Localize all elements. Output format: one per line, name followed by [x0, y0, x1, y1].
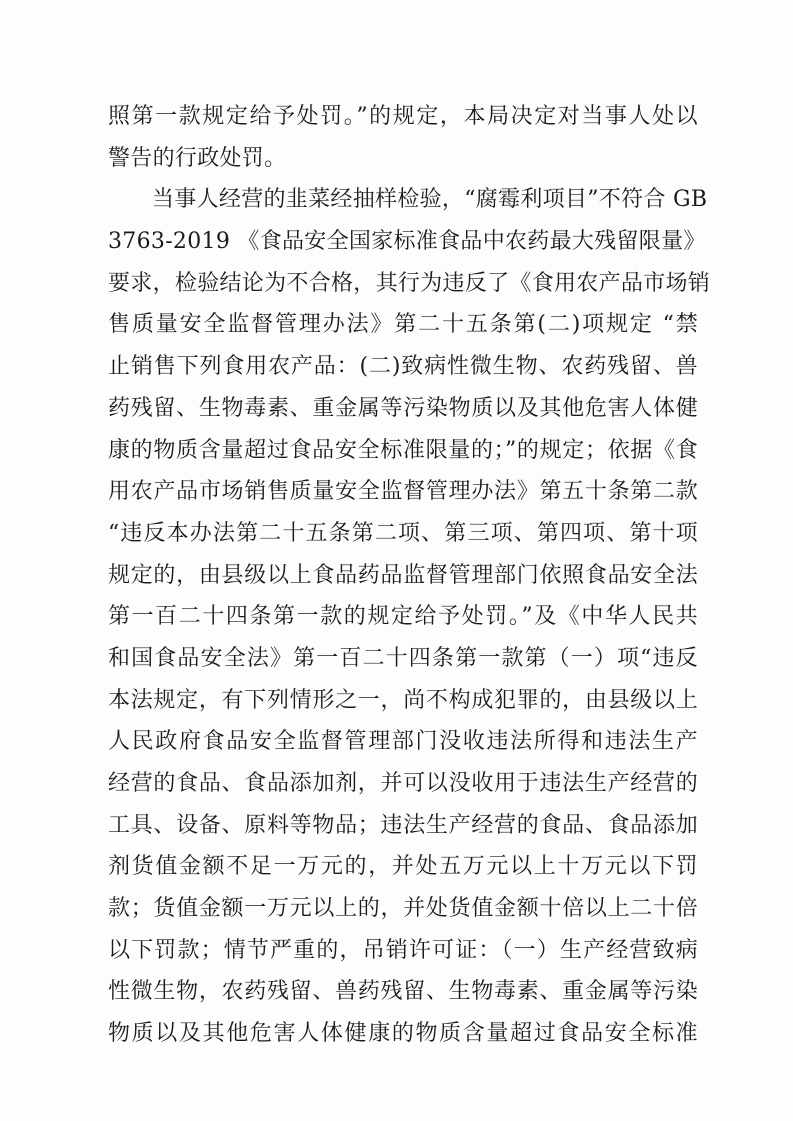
text-line: 止销售下列食用农产品：(二)致病性微生物、农药残留、兽 — [108, 354, 698, 380]
text-line: 药残留、生物毒素、重金属等污染物质以及其他危害人体健 — [108, 395, 698, 421]
text-line: 工具、设备、原料等物品；违法生产经营的食品、食品添加 — [108, 812, 698, 838]
paragraph-first-line: 当事人经营的韭菜经抽样检验，“腐霉利项目”不符合 GB — [152, 187, 708, 213]
text-line: 第一百二十四条第一款的规定给予处罚。”及《中华人民共 — [108, 604, 698, 630]
document-body — [108, 96, 711, 1055]
text-line: 康的物质含量超过食品安全标准限量的；”的规定；依据《食 — [108, 437, 698, 463]
text-line: 人民政府食品安全监督管理部门没收违法所得和违法生产 — [108, 729, 698, 755]
text-line: 用农产品市场销售质量安全监督管理办法》第五十条第二款 — [108, 479, 698, 505]
text-line: 经营的食品、食品添加剂，并可以没收用于违法生产经营的 — [108, 771, 698, 796]
text-line: 以下罚款；情节严重的，吊销许可证：（一）生产经营致病 — [108, 937, 698, 963]
text-line: 款；货值金额一万元以上的，并处货值金额十倍以上二十倍 — [108, 896, 698, 922]
text-line: 和国食品安全法》第一百二十四条第一款第（一）项“违反 — [108, 645, 698, 671]
text-line: 剂货值金额不足一万元的，并处五万元以上十万元以下罚 — [108, 854, 698, 880]
text-line: 规定的，由县级以上食品药品监督管理部门依照食品安全法 — [108, 562, 698, 588]
text-line: 本法规定，有下列情形之一，尚不构成犯罪的，由县级以上 — [108, 687, 698, 713]
text-line: 性微生物，农药残留、兽药残留、生物毒素、重金属等污染 — [108, 979, 698, 1005]
text-line: 照第一款规定给予处罚。”的规定，本局决定对当事人处以 — [108, 104, 698, 129]
text-line: 3763-2019 《食品安全国家标准食品中农药最大残留限量》 — [108, 229, 706, 255]
text-line: 警告的行政处罚。 — [108, 145, 287, 171]
text-line: 物质以及其他危害人体健康的物质含量超过食品安全标准 — [108, 1021, 698, 1047]
text-line: “违反本办法第二十五条第二项、第三项、第四项、第十项 — [108, 520, 698, 546]
text-line: 售质量安全监督管理办法》第二十五条第(二)项规定 “禁 — [108, 312, 698, 338]
text-line: 要求，检验结论为不合格，其行为违反了《食用农产品市场销 — [108, 270, 711, 296]
